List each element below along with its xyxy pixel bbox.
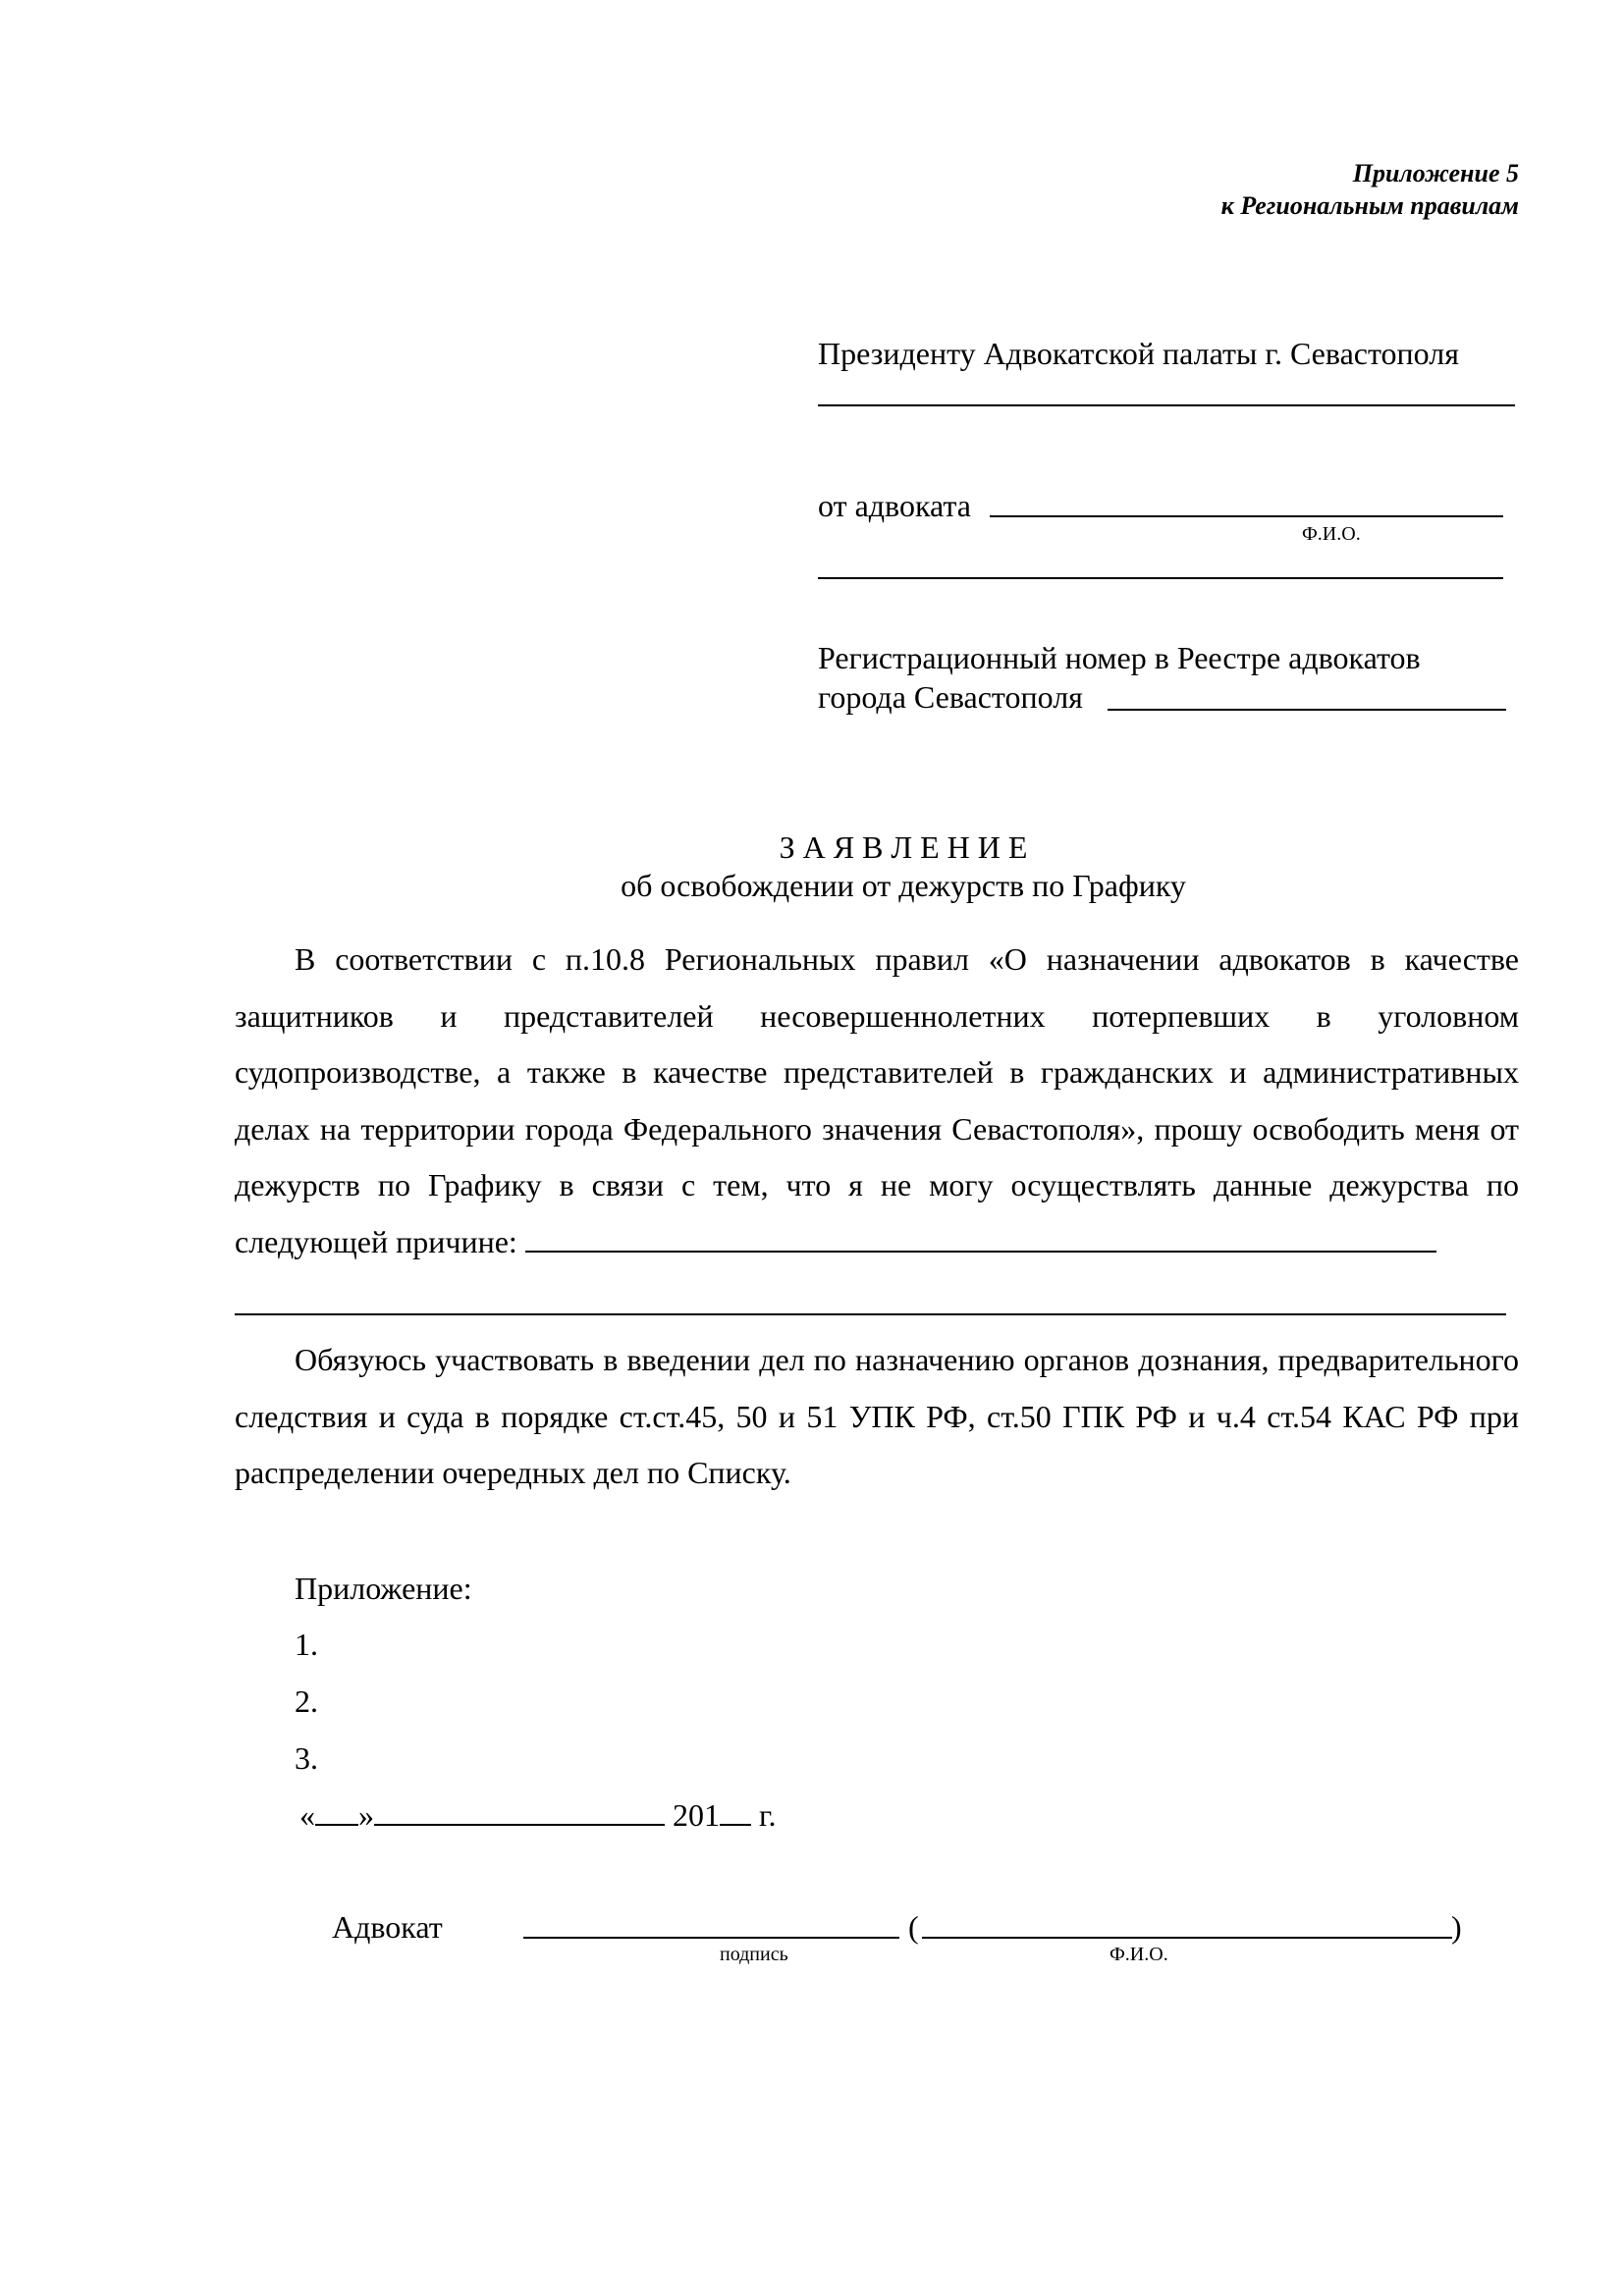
date-line bbox=[299, 1795, 777, 1835]
signature-caption: подпись bbox=[720, 1944, 788, 1965]
registry-number-label: Регистрационный номер в Реестре адвокатов bbox=[818, 640, 1421, 675]
attachments-label: Приложение: bbox=[295, 1571, 472, 1606]
body-paragraph-1-text: В соответствии с п.10.8 Региональных правил «О назначении адвокатов в качестве защитников и представителей несовершеннолетних потерпевших в уголовном судопроизводстве, а также в качестве представителей в гражданских и административных делах на территории города Федерального значения Севастополя», прошу освободить меня от дежурств по Графику в связи с тем, что я не могу осуществлять данные дежурства по следующей причине: bbox=[235, 941, 1519, 1259]
annex-number: Приложение 5 bbox=[1352, 159, 1519, 187]
attachment-item-1: 1. bbox=[295, 1627, 318, 1662]
fio-caption-bottom: Ф.И.О. bbox=[1110, 1944, 1168, 1965]
document-subtitle: об освобождении от дежурств по Графику bbox=[621, 868, 1186, 903]
attachment-item-3: 3. bbox=[295, 1740, 318, 1776]
date-day-line bbox=[315, 1798, 358, 1826]
lawyer-name-line-2 bbox=[818, 577, 1503, 579]
body-paragraph-1 bbox=[235, 932, 1519, 1270]
date-open-quote: « bbox=[299, 1797, 315, 1833]
attachment-item-2: 2. bbox=[295, 1683, 318, 1719]
signature-close-paren: ) bbox=[1451, 1909, 1462, 1945]
document-title: З А Я В Л Е Н И Е bbox=[779, 829, 1028, 865]
registry-city-label: города Севастополя bbox=[818, 679, 1083, 715]
registry-number-line bbox=[1108, 709, 1506, 711]
date-year-suffix: г. bbox=[759, 1797, 777, 1833]
reason-line bbox=[525, 1225, 1436, 1253]
signature-line bbox=[523, 1937, 899, 1939]
body-paragraph-2 bbox=[235, 1332, 1519, 1502]
addressee-line: Президенту Адвокатской палаты г. Севастополя bbox=[818, 336, 1459, 371]
lawyer-name-line bbox=[990, 515, 1503, 517]
addressee-blank-line bbox=[818, 404, 1515, 406]
annex-reference: к Региональным правилам bbox=[1220, 191, 1519, 220]
date-year-prefix: 201 bbox=[673, 1797, 720, 1833]
from-lawyer-row bbox=[818, 486, 971, 525]
signature-fio-line bbox=[922, 1937, 1452, 1939]
body-paragraph-2-text: Обязуюсь участвовать в введении дел по назначению органов дознания, предварительного следствия и суда в порядке ст.ст.45, 50 и 51 УПК РФ, ст.50 ГПК РФ и ч.4 ст.54 КАС РФ при распределении очередных дел по Списку. bbox=[235, 1342, 1519, 1490]
reason-line-2 bbox=[235, 1313, 1506, 1315]
signature-open-paren: ( bbox=[908, 1909, 919, 1945]
fio-caption-top: Ф.И.О. bbox=[1302, 523, 1361, 545]
date-year-line bbox=[720, 1798, 751, 1826]
date-close-quote: » bbox=[358, 1797, 374, 1833]
from-lawyer-label: от адвоката bbox=[818, 488, 971, 523]
date-month-line bbox=[374, 1798, 665, 1826]
signature-label: Адвокат bbox=[332, 1909, 443, 1945]
annex-header bbox=[1221, 157, 1519, 222]
